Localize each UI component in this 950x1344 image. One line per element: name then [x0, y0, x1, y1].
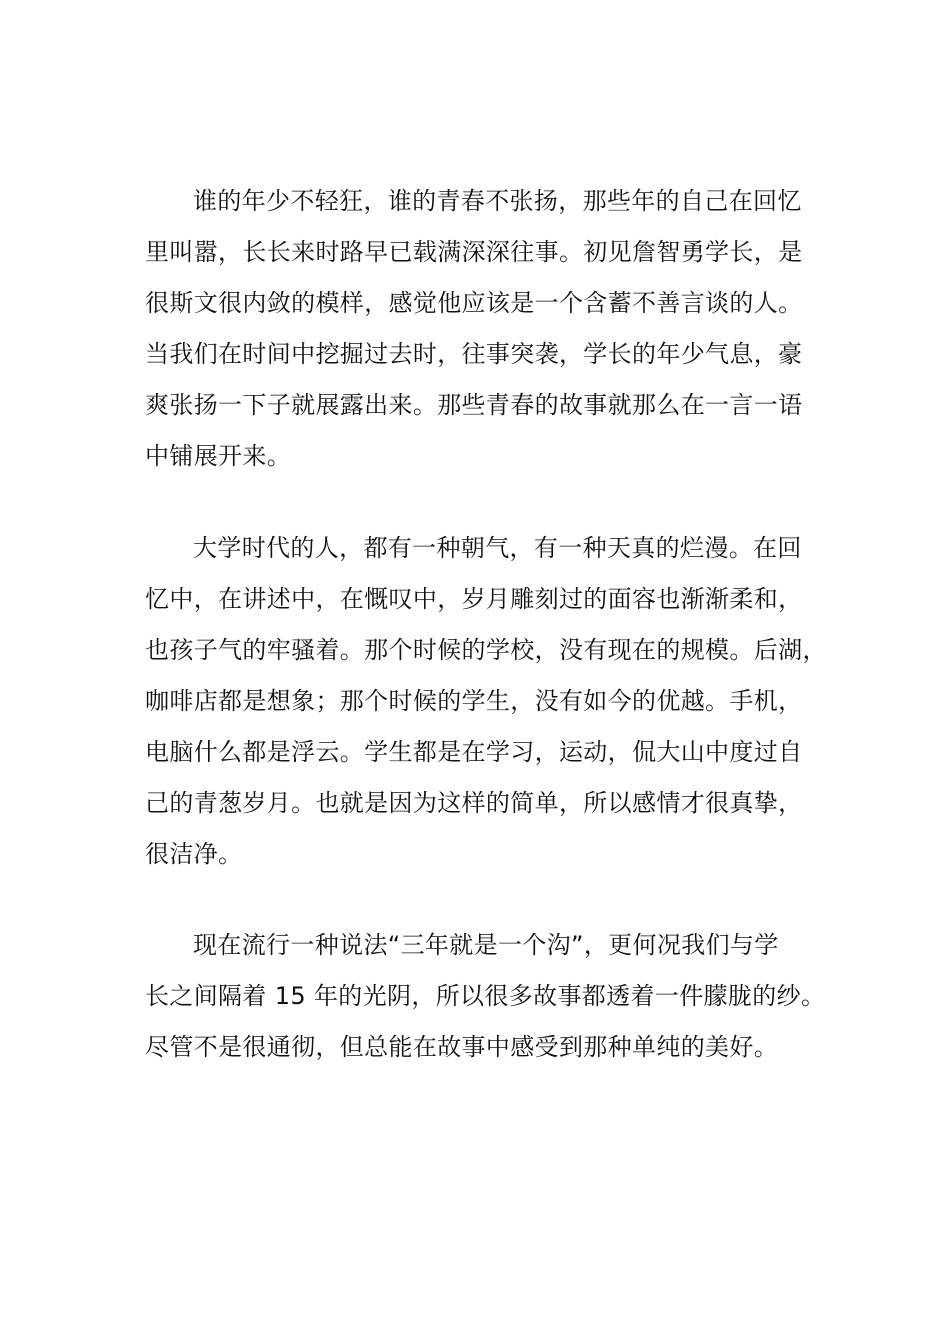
paragraph-line: 尽管不是很通彻，但总能在故事中感受到那种单纯的美好。 [145, 1033, 779, 1061]
paragraph-line: 很斯文很内敛的模样，感觉他应该是一个含蓄不善言谈的人。 [145, 289, 803, 317]
paragraph-line: 咖啡店都是想象；那个时候的学生，没有如今的优越。手机， [145, 687, 803, 715]
paragraph-line: 己的青葱岁月。也就是因为这样的简单，所以感情才很真挚， [145, 789, 803, 817]
paragraph-line: 里叫嚣，长长来时路早已载满深深往事。初见詹智勇学长，是 [145, 238, 803, 266]
paragraph-line: 大学时代的人，都有一种朝气，有一种天真的烂漫。在回 [193, 534, 802, 562]
paragraph-2 [145, 523, 827, 880]
paragraph-line: 忆中，在讲述中，在慨叹中，岁月雕刻过的面容也渐渐柔和， [145, 585, 803, 613]
paragraph-line: 中铺展开来。 [145, 442, 292, 470]
paragraph-line: 也孩子气的牢骚着。那个时候的学校，没有现在的规模。后湖， [145, 636, 827, 664]
paragraph-3 [145, 920, 826, 1073]
paragraph-line: 电脑什么都是浮云。学生都是在学习，运动，侃大山中度过自 [145, 738, 803, 766]
paragraph-line: 长之间隔着 15 年的光阴，所以很多故事都透着一件朦胧的纱。 [145, 982, 826, 1010]
paragraph-line: 很洁净。 [145, 840, 243, 868]
paragraph-line: 现在流行一种说法“三年就是一个沟”，更何况我们与学 [193, 931, 779, 959]
paragraph-line: 当我们在时间中挖掘过去时，往事突袭，学长的年少气息，豪 [145, 340, 803, 368]
paragraph-line: 爽张扬一下子就展露出来。那些青春的故事就那么在一言一语 [145, 391, 803, 419]
paragraph-line: 谁的年少不轻狂，谁的青春不张扬，那些年的自己在回忆 [193, 187, 802, 215]
paragraph-1 [145, 176, 810, 482]
